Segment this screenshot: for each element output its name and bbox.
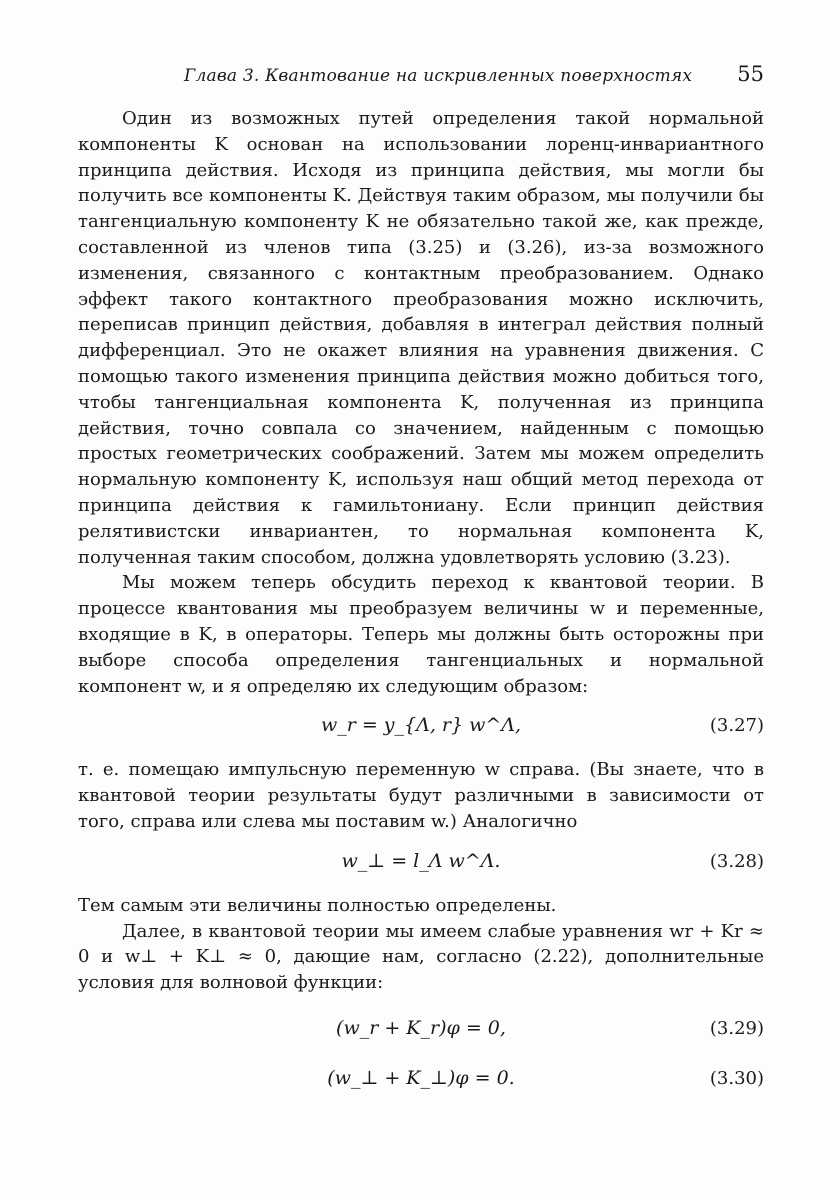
paragraph-2: Мы можем теперь обсудить переход к квантовой теории. В процессе квантования мы преобразуем величины w и переменные, входящие в K, в операторы. Теперь мы должны быть осторожны при выборе способа определения тангенциальных и нормальной компонент w, и я определяю их следующим образом: — [78, 572, 764, 697]
equation-formula: (w_r + K_r)φ = 0, — [336, 1016, 506, 1039]
equation-3-30 — [78, 1060, 764, 1096]
page-body — [78, 106, 764, 1096]
equation-number: (3.29) — [709, 1017, 764, 1039]
paragraph-3: т. е. помещаю импульсную переменную w справа. (Вы знаете, что в квантовой теории результаты будут различными в зависимости от того, справа или слева мы поставим w.) Аналогично — [78, 759, 764, 832]
equation-3-29 — [78, 1010, 764, 1050]
page-number: 55 — [737, 62, 764, 86]
running-title: Глава 3. Квантование на искривленных поверхностях — [184, 66, 693, 86]
page-header — [78, 62, 764, 92]
equation-number: (3.28) — [709, 850, 764, 872]
equation-number: (3.27) — [709, 715, 764, 737]
paragraph-1: Один из возможных путей определения такой нормальной компоненты K основан на использовании лоренц-инвариантного принципа действия. Исходя из принципа действия, мы могли бы получить все компоненты K. Действуя таким образом, мы получили бы тангенциальную компоненту K не обязательно такой же, как прежде, составленной из членов типа (3.25) и (3.26), из-за возможного изменения, связанного с контактным преобразованием. Однако эффект такого контактного преобразования можно исключить, переписав принцип действия, добавляя в интеграл действия полный дифференциал. Это не окажет влияния на уравнения движения. С помощью такого изменения принципа действия можно добиться того, чтобы тангенциальная компонента K, полученная из принципа действия, точно совпала со значением, найденным с помощью простых геометрических соображений. Затем мы можем определить нормальную компоненту K, используя наш общий метод перехода от принципа действия к гамильтониану. Если принцип действия релятивистски инвариантен, то нормальная компонента K, полученная таким способом, должна удовлетворять условию (3.23). — [78, 108, 764, 568]
paragraph-5: Далее, в квантовой теории мы имеем слабые уравнения wr + Kr ≈ 0 и w⊥ + K⊥ ≈ 0, дающие нам, согласно (2.22), дополнительные условия для волновой функции: — [78, 920, 764, 994]
equation-3-28 — [78, 843, 764, 883]
paragraph-4: Тем самым эти величины полностью определены. — [78, 894, 557, 916]
equation-formula: w_r = y_{Λ, r} w^Λ, — [320, 714, 522, 737]
equation-formula: w_⊥ = l_Λ w^Λ. — [341, 849, 501, 872]
equation-3-27 — [78, 707, 764, 747]
equation-number: (3.30) — [709, 1067, 764, 1089]
equation-formula: (w_⊥ + K_⊥)φ = 0. — [327, 1066, 515, 1089]
